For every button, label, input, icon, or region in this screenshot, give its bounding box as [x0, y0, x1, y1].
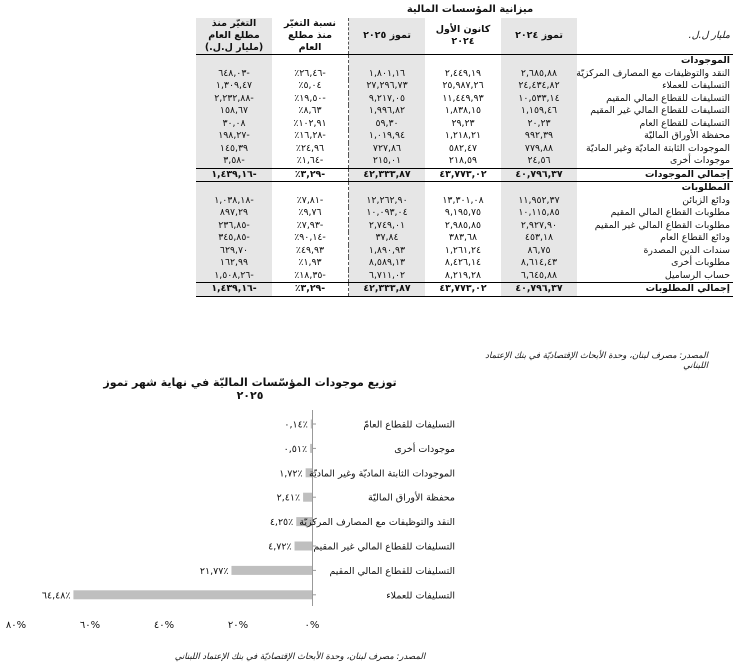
empty-cell [349, 55, 426, 68]
value-cell: ٤٠,٧٩٦,٣٧ [501, 168, 577, 182]
value-cell: ٢٧,٢٩٦,٧٣ [349, 80, 426, 93]
value-cell: ١٢,٢٦٢,٩٠ [349, 195, 426, 208]
col-header-jul-2024: تموز ٢٠٢٤ [501, 18, 577, 55]
chart-source-note: المصدر: مصرف لبنان، وحدة الأبحاث الإقتصاديّة في بنك الإعتماد اللبناني [174, 652, 426, 662]
table-row [196, 257, 733, 270]
value-cell: ٢٤,٥٦ [501, 155, 577, 168]
empty-cell [349, 182, 426, 195]
value-cell: ٨,٦٣٪ [298, 105, 322, 116]
chart-title: توزيع موجودات المؤسّسات الماليّة في نهاية شهر تموز ٢٠٢٥ [103, 376, 397, 402]
value-cell: ٥٩,٣٠ [349, 118, 426, 131]
value-cell: ٢٤,٩٦٪ [295, 142, 325, 154]
value-cell: ٢٤,٤٣٤,٨٢ [501, 80, 577, 93]
value-cell: ٨,٤٢٦,١٤ [444, 257, 482, 268]
data-label: ٢,٤١٪ [276, 492, 301, 504]
value-cell: ٨,٥٨٩,١٣ [349, 257, 426, 270]
empty-cell [196, 182, 272, 195]
bar [303, 493, 312, 502]
category-label: محفظة الأوراق الماليّة [368, 492, 455, 504]
table-row [196, 155, 733, 168]
value-cell: ٢٥,٩٨٧,٢٦ [442, 80, 484, 91]
section-row-assets [196, 55, 733, 68]
col-header-dec-2024: كانون الأول ٢٠٢٤ [425, 18, 501, 55]
empty-cell [501, 182, 577, 195]
value-cell: ٢٠,٢٣ [501, 118, 577, 131]
value-cell: ٤٣,٧٧٣,٠٢ [425, 168, 501, 182]
empty-cell [272, 182, 349, 195]
value-cell: ٥,٠٤٪ [298, 80, 322, 91]
data-label: ١,٧٢٪ [279, 468, 303, 480]
value-cell: -١٩,٥٠٪ [294, 92, 326, 104]
value-cell: -١,٦٤٪ [296, 155, 324, 166]
value-cell: ٩,١٩٥,٧٥ [444, 207, 482, 218]
row-label: مطلوبات القطاع المالي المقيم [610, 207, 730, 218]
value-cell: ٣٠,٠٨ [196, 118, 272, 131]
data-label: ٦٤,٤٨٪ [41, 590, 71, 602]
value-cell: -١٨,٣٥٪ [294, 269, 326, 281]
value-cell: ٤٠,٧٩٦,٣٧ [501, 283, 577, 297]
table-row [196, 130, 733, 143]
data-label: ٠,٥١٪ [283, 443, 308, 455]
value-cell: -٢٦,٤٦٪ [294, 67, 326, 79]
table-row [196, 118, 733, 131]
value-cell: -٧,٨١٪ [296, 194, 324, 206]
data-label: ٤,٧٢٪ [268, 541, 292, 553]
table-row [196, 195, 733, 208]
row-label: التسليفات للعملاء [662, 80, 730, 91]
value-cell: -٩٠,١٤٪ [294, 232, 326, 243]
value-cell: -٦٤٨,٠٣ [196, 68, 272, 81]
value-cell: -١٩٨,٢٧ [196, 130, 272, 143]
row-label: محفظة الأوراق الماليّة [644, 130, 730, 141]
row-label: الموجودات الثابتة الماديّة وغير الماديّة [585, 142, 730, 154]
value-cell: ١,٠١٩,٩٤ [349, 130, 426, 143]
value-cell: -١٦,٢٨٪ [294, 130, 326, 141]
value-cell: ٤٢,٣٣٣,٨٧ [349, 283, 426, 297]
value-cell: ١,٨٠١,١٦ [349, 68, 426, 81]
value-cell: ٤٥٣,١٨ [501, 232, 577, 245]
value-cell: ٢١٨,٥٩ [448, 155, 478, 166]
value-cell: ٤٢,٣٣٣,٨٧ [349, 168, 426, 182]
row-label: حساب الرساميل [664, 269, 730, 281]
row-label: مطلوبات أخرى [671, 257, 730, 268]
value-cell: ١١,٤٤٩,٩٣ [442, 92, 484, 104]
row-label: سندات الدين المصدرة [643, 244, 730, 256]
value-cell: ٧٧٩,٨٨ [501, 143, 577, 156]
row-label: إجمالي الموجودات [577, 168, 733, 182]
value-cell: ٨٩٧,٢٩ [196, 207, 272, 220]
bar [311, 420, 312, 429]
x-tick-label: ٢٠% [227, 620, 249, 631]
x-tick-label: ٤٠% [153, 620, 175, 631]
balance-sheet-table [196, 18, 733, 297]
value-cell: ٦,٦٤٥,٨٨ [501, 270, 577, 283]
asset-distribution-chart [0, 400, 711, 650]
value-cell: ١٠,١١٥,٨٥ [501, 207, 577, 220]
value-cell: ٢,٤٤٩,١٩ [444, 67, 482, 79]
category-label: التسليفات للقطاع المالي غير المقيم [313, 541, 455, 553]
table-title: ميزانية المؤسسات المالية [406, 4, 534, 15]
category-label: التسليفات للعملاء [386, 590, 455, 602]
unit-header: مليار ل.ل. [577, 18, 733, 55]
value-cell: ٢٩,٢٣ [451, 117, 475, 129]
value-cell: ٣٨٣,٦٨ [448, 232, 478, 243]
category-label: الموجودات الثابتة الماديّة وغير الماديّة [309, 468, 455, 480]
row-label: موجودات أخرى [670, 155, 730, 166]
value-cell: -٢٣٦,٨٥ [196, 220, 272, 233]
row-label: إجمالي المطلوبات [577, 283, 733, 297]
empty-cell [425, 182, 501, 195]
bar [310, 444, 312, 453]
empty-cell [196, 55, 272, 68]
category-label: موجودات أخرى [394, 443, 455, 455]
value-cell: ٦,٧١١,٠٢ [349, 270, 426, 283]
data-label: ٤,٢٥٪ [269, 517, 294, 529]
x-tick-label: ٦٠% [79, 620, 101, 631]
empty-cell [425, 55, 501, 68]
table-source-note: المصدر: مصرف لبنان، وحدة الأبحاث الإقتصاديّة في بنك الإعتماد اللبناني [485, 351, 708, 371]
value-cell: ٢١٥,٠١ [349, 155, 426, 168]
bar [73, 590, 312, 599]
x-tick-label: ٨٠% [5, 620, 27, 631]
value-cell: ٨٦,٧٥ [501, 245, 577, 258]
value-cell: ٩,٧٦٪ [298, 207, 322, 218]
value-cell: -٢,٢٣٢,٨٨ [196, 93, 272, 106]
value-cell: ١٠٢,٩١٪ [293, 117, 327, 129]
section-label: الموجودات [681, 55, 730, 66]
total-row-liabilities [196, 283, 733, 297]
row-label: التسليفات للقطاع المالي غير المقيم [590, 105, 730, 116]
value-cell: ١,٣٠٩,٤٧ [196, 80, 272, 93]
value-cell: ٤٩,٩٣٪ [295, 244, 325, 256]
col-header-jul-2025: تموز ٢٠٢٥ [349, 18, 426, 55]
value-cell: ٧٢٧,٨٦ [349, 143, 426, 156]
value-cell: ٨,٦١٤,٤٣ [501, 257, 577, 270]
value-cell: -١,٤٣٩,١٦ [196, 168, 272, 182]
value-cell: ٥٨٢,٤٧ [448, 142, 478, 154]
value-cell: ٢,٩٨٥,٨٥ [444, 219, 482, 231]
table-row [196, 207, 733, 220]
value-cell: ٢,٧٤٩,٠١ [349, 220, 426, 233]
category-label: التسليفات للقطاع العامّ [363, 419, 455, 431]
value-cell: ٩٩٢,٣٩ [501, 130, 577, 143]
col-header-change-pct: نسبة التغيّر منذ مطلع العام [272, 18, 349, 55]
value-cell: -١,٤٣٩,١٦ [196, 283, 272, 297]
value-cell: ٤٣,٧٧٣,٠٢ [425, 283, 501, 297]
value-cell: ٩,٢١٧,٠٥ [349, 93, 426, 106]
bar [295, 542, 312, 551]
value-cell: ١٠,٠٩٣,٠٤ [349, 207, 426, 220]
row-label: النقد والتوظيفات مع المصارف المركزيّة [576, 67, 730, 79]
table-row [196, 270, 733, 283]
value-cell: -١,٥٠٨,٢٦ [196, 270, 272, 283]
total-row-assets [196, 168, 733, 182]
row-label: التسليفات للقطاع المالي المقيم [606, 92, 730, 104]
value-cell: ١,١٥٩,٤٦ [501, 105, 577, 118]
table-row [196, 68, 733, 81]
value-cell: ١,٨٩٠,٩٣ [349, 245, 426, 258]
value-cell: ٢,٩٢٧,٩٠ [501, 220, 577, 233]
empty-cell [272, 55, 349, 68]
table-row [196, 105, 733, 118]
value-cell: -٧,٩٣٪ [296, 219, 324, 231]
value-cell: ١٠,٥٣٣,١٤ [501, 93, 577, 106]
data-label: ٢١,٧٧٪ [199, 565, 229, 577]
col-header-change-abs: التغيّر منذ مطلع العام (مليار ل.ل.) [196, 18, 272, 55]
value-cell: ٢,٦٨٥,٨٨ [501, 68, 577, 81]
table-row [196, 143, 733, 156]
value-cell: ١,٩٣٪ [298, 257, 322, 268]
value-cell: -٣,٢٩٪ [272, 283, 349, 297]
table-row [196, 93, 733, 106]
value-cell: -٣٤٥,٨٥ [196, 232, 272, 245]
row-label: ودائع الزبائن [682, 194, 730, 206]
value-cell: ١٦٢,٩٩ [196, 257, 272, 270]
bar [231, 566, 312, 575]
category-label: النقد والتوظيفات مع المصارف المركزيّة [299, 517, 455, 529]
value-cell: ١,٩٩٦,٨٢ [349, 105, 426, 118]
x-tick-label: ٠% [304, 620, 320, 631]
table-row [196, 80, 733, 93]
value-cell: ١,٢٦١,٢٤ [444, 244, 482, 256]
section-row-liabilities [196, 182, 733, 195]
value-cell: ١٤٥,٣٩ [196, 143, 272, 156]
value-cell: ١,٨٣٨,١٥ [444, 105, 482, 116]
value-cell: ١٣,٣٠١,٠٨ [442, 194, 484, 206]
table-row [196, 220, 733, 233]
table-row [196, 232, 733, 245]
value-cell: -١,٠٣٨,١٨ [196, 195, 272, 208]
table-header-row [196, 18, 733, 55]
value-cell: ١,٢١٨,٢١ [444, 130, 482, 141]
value-cell: ٨,٢١٩,٢٨ [444, 269, 482, 281]
category-label: التسليفات للقطاع المالي المقيم [329, 565, 455, 577]
table-row [196, 245, 733, 258]
section-label: المطلوبات [681, 182, 730, 193]
row-label: التسليفات للقطاع العام [639, 117, 730, 129]
value-cell: -٣,٥٨ [196, 155, 272, 168]
value-cell: ٣٧,٨٤ [349, 232, 426, 245]
empty-cell [501, 55, 577, 68]
value-cell: ١٥٨,٦٧ [196, 105, 272, 118]
row-label: مطلوبات القطاع المالي غير المقيم [594, 219, 730, 231]
row-label: ودائع القطاع العام [660, 232, 730, 243]
data-label: ٠,١٤٪ [284, 419, 308, 431]
value-cell: ١١,٩٥٢,٣٧ [501, 195, 577, 208]
value-cell: -٣,٢٩٪ [272, 168, 349, 182]
value-cell: ٦٢٩,٧٠ [196, 245, 272, 258]
